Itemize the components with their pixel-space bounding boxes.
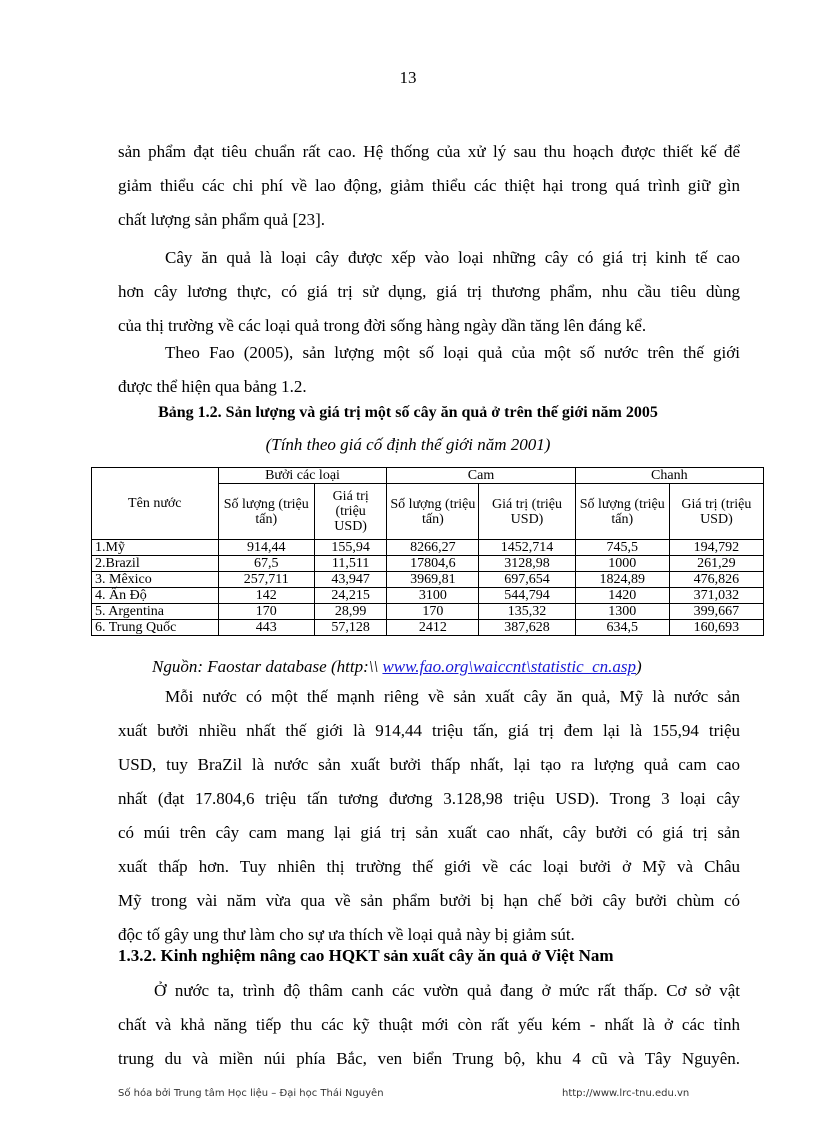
value-cell: 170 xyxy=(218,604,314,620)
subheader: Số lượng (triệu tấn) xyxy=(387,484,479,540)
paragraph-2 xyxy=(118,241,740,343)
text-line: chất lượng sản phẩm quả [23]. xyxy=(118,210,326,229)
text-line: xuất bưởi nhiều nhất thế giới là 914,44 triệu tấn, giá trị đem lại là 155,94 triệu xyxy=(118,721,740,740)
text-line: Mỗi nước có một thế mạnh riêng về sản xuất cây ăn quả, Mỹ là nước sản xyxy=(165,687,740,706)
value-cell: 2412 xyxy=(387,620,479,636)
page-number: 13 xyxy=(399,68,417,87)
value-cell: 3128,98 xyxy=(479,556,575,572)
value-cell: 544,794 xyxy=(479,588,575,604)
text-line: Mỹ trong vài năm vừa qua về sản phẩm bưởi bị hạn chế bởi cây bưởi chùm có xyxy=(118,891,740,910)
text-line: trung du và miền núi phía Bắc, ven biển Trung bộ, khu 4 cũ và Tây Nguyên. xyxy=(118,1049,740,1068)
table-source xyxy=(152,657,642,677)
country-cell: 6. Trung Quốc xyxy=(92,620,219,636)
table-row xyxy=(92,604,764,620)
value-cell: 371,032 xyxy=(669,588,763,604)
text-line: của thị trường về các loại quả trong đời sống hàng ngày dần tăng lên đáng kể. xyxy=(118,316,647,335)
value-cell: 476,826 xyxy=(669,572,763,588)
text-line: được thể hiện qua bảng 1.2. xyxy=(118,377,307,396)
source-prefix: Nguồn: Faostar database (http:\\ xyxy=(152,657,383,676)
table-row xyxy=(92,540,764,556)
value-cell: 914,44 xyxy=(218,540,314,556)
paragraph-4 xyxy=(118,680,740,952)
value-cell: 399,667 xyxy=(669,604,763,620)
text-line: giảm thiểu các chi phí về lao động, giảm thiểu các thiệt hại trong quá trình giữ gìn xyxy=(118,176,740,195)
country-cell: 5. Argentina xyxy=(92,604,219,620)
text-line: xuất thấp hơn. Tuy nhiên thị trường thế giới về các loại bưởi ở Mỹ và Châu xyxy=(118,857,740,876)
value-cell: 17804,6 xyxy=(387,556,479,572)
paragraph-5 xyxy=(118,974,740,1076)
group-header: Bưởi các loại xyxy=(218,468,387,484)
country-header: Tên nước xyxy=(92,468,219,540)
subheader: Số lượng (triệu tấn) xyxy=(575,484,669,540)
subheader: Số lượng (triệu tấn) xyxy=(218,484,314,540)
table-row xyxy=(92,620,764,636)
value-cell: 1824,89 xyxy=(575,572,669,588)
group-header: Chanh xyxy=(575,468,763,484)
value-cell: 170 xyxy=(387,604,479,620)
footer-right[interactable]: http://www.lrc-tnu.edu.vn xyxy=(562,1088,690,1099)
paragraph-3 xyxy=(118,336,740,404)
table-row xyxy=(92,572,764,588)
text-line: chất và khả năng tiếp thu các kỹ thuật mới còn rất yếu kém - nhất là ở các tỉnh xyxy=(118,1015,740,1034)
country-cell: 3. Mêxico xyxy=(92,572,219,588)
text-line: Theo Fao (2005), sản lượng một số loại quả của một số nước trên thế giới xyxy=(165,343,740,362)
value-cell: 3100 xyxy=(387,588,479,604)
value-cell: 43,947 xyxy=(314,572,387,588)
subheader: Giá trị (triệu USD) xyxy=(479,484,575,540)
footer-left: Số hóa bởi Trung tâm Học liệu – Đại học Thái Nguyên xyxy=(118,1088,384,1099)
text-line: Ở nước ta, trình độ thâm canh các vườn quả đang ở mức rất thấp. Cơ sở vật xyxy=(154,981,740,1000)
text-line: nhất (đạt 17.804,6 triệu tấn tương đương 3.128,98 triệu USD). Trong 3 loại cây xyxy=(118,789,740,808)
value-cell: 634,5 xyxy=(575,620,669,636)
section-heading: 1.3.2. Kinh nghiệm nâng cao HQKT sản xuất cây ăn quả ở Việt Nam xyxy=(118,946,614,965)
text-line: hơn cây lương thực, có giá trị sử dụng, giá trị thương phẩm, nhu cầu tiêu dùng xyxy=(118,282,740,301)
value-cell: 3969,81 xyxy=(387,572,479,588)
value-cell: 261,29 xyxy=(669,556,763,572)
text-line: sản phẩm đạt tiêu chuẩn rất cao. Hệ thống của xử lý sau thu hoạch được thiết kế để xyxy=(118,142,740,161)
value-cell: 8266,27 xyxy=(387,540,479,556)
value-cell: 155,94 xyxy=(314,540,387,556)
table-subcaption: (Tính theo giá cố định thế giới năm 2001) xyxy=(265,435,551,454)
value-cell: 697,654 xyxy=(479,572,575,588)
value-cell: 57,128 xyxy=(314,620,387,636)
value-cell: 745,5 xyxy=(575,540,669,556)
subheader: Giá trị (triệu USD) xyxy=(669,484,763,540)
source-suffix: ) xyxy=(636,657,642,676)
value-cell: 257,711 xyxy=(218,572,314,588)
country-cell: 2.Brazil xyxy=(92,556,219,572)
table-row xyxy=(92,588,764,604)
value-cell: 11,511 xyxy=(314,556,387,572)
text-line: USD, tuy BraZil là nước sản xuất bưởi thấp nhất, lại tạo ra lượng quả cam cao xyxy=(118,755,740,774)
value-cell: 1420 xyxy=(575,588,669,604)
value-cell: 387,628 xyxy=(479,620,575,636)
value-cell: 194,792 xyxy=(669,540,763,556)
value-cell: 1452,714 xyxy=(479,540,575,556)
value-cell: 28,99 xyxy=(314,604,387,620)
value-cell: 135,32 xyxy=(479,604,575,620)
value-cell: 160,693 xyxy=(669,620,763,636)
value-cell: 67,5 xyxy=(218,556,314,572)
group-header: Cam xyxy=(387,468,575,484)
value-cell: 24,215 xyxy=(314,588,387,604)
subheader: Giá trị (triệu USD) xyxy=(314,484,387,540)
text-line: độc tố gây ung thư làm cho sự ưa thích về loại quả này bị giảm sút. xyxy=(118,925,575,944)
value-cell: 443 xyxy=(218,620,314,636)
country-cell: 1.Mỹ xyxy=(92,540,219,556)
table-caption: Bảng 1.2. Sản lượng và giá trị một số cây ăn quả ở trên thế giới năm 2005 xyxy=(158,404,658,421)
value-cell: 1300 xyxy=(575,604,669,620)
production-table xyxy=(91,467,764,636)
source-link[interactable]: www.fao.org\waiccnt\statistic_cn.asp xyxy=(382,657,637,676)
paragraph-1 xyxy=(118,135,740,237)
table-row xyxy=(92,556,764,572)
value-cell: 142 xyxy=(218,588,314,604)
text-line: Cây ăn quả là loại cây được xếp vào loại những cây có giá trị kinh tế cao xyxy=(165,248,740,267)
country-cell: 4. Ấn Độ xyxy=(92,588,219,604)
value-cell: 1000 xyxy=(575,556,669,572)
text-line: có múi trên cây cam mang lại giá trị sản xuất cao nhất, cây bưởi có giá trị sản xyxy=(118,823,740,842)
